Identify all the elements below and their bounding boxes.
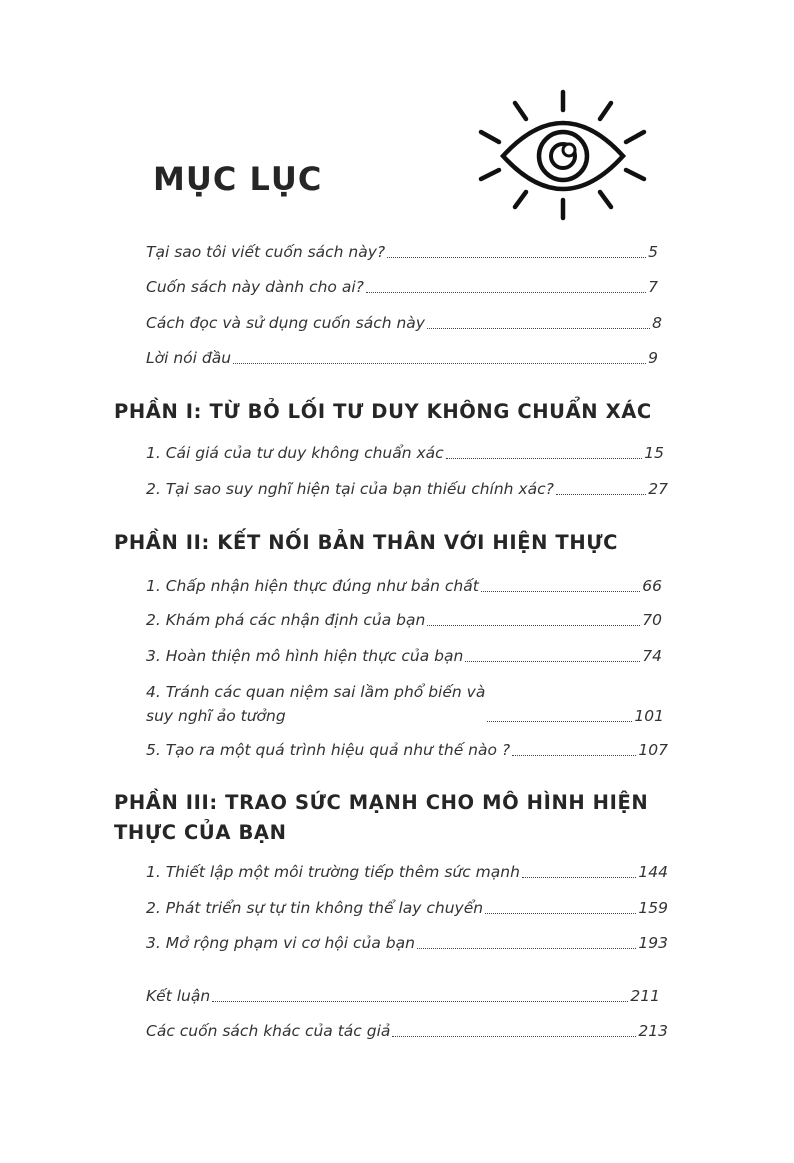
toc-entry-who-is-it-for[interactable] xyxy=(146,275,658,299)
leader-dots xyxy=(366,292,646,293)
toc-entry-title: 5. Tạo ra một quá trình hiệu quả như thế nào ? xyxy=(146,741,511,759)
toc-entry-title: 1. Chấp nhận hiện thực đúng như bản chất xyxy=(146,577,479,595)
toc-entry-page: 66 xyxy=(642,577,662,595)
toc-entry-page: 107 xyxy=(638,741,668,759)
toc-entry-title: 3. Mở rộng phạm vi cơ hội của bạn xyxy=(146,934,415,952)
leader-dots xyxy=(556,494,646,495)
toc-entry-title: Cuốn sách này dành cho ai? xyxy=(146,278,364,296)
leader-dots xyxy=(212,1001,628,1002)
toc-entry-other-books[interactable] xyxy=(146,1019,668,1043)
page-title: MỤC LỤC xyxy=(153,160,323,198)
toc-entry-title: 2. Tại sao suy nghĩ hiện tại của bạn thiếu chính xác? xyxy=(146,480,554,498)
toc-entry-conclusion[interactable] xyxy=(146,984,660,1008)
leader-dots xyxy=(392,1036,636,1037)
toc-entry-title: 2. Khám phá các nhận định của bạn xyxy=(146,611,426,629)
leader-dots xyxy=(427,328,650,329)
toc-entry-title-block xyxy=(146,680,485,728)
toc-entry-part3-ch2[interactable] xyxy=(146,896,668,920)
leader-dots xyxy=(485,913,636,914)
toc-entry-page: 193 xyxy=(638,934,668,952)
leader-dots xyxy=(522,877,636,878)
part-3-heading[interactable] xyxy=(114,788,648,848)
leader-dots xyxy=(487,721,632,722)
toc-entry-title-line1: 4. Tránh các quan niệm sai lầm phổ biến và xyxy=(146,683,486,701)
leader-dots xyxy=(417,948,636,949)
toc-entry-page: 7 xyxy=(648,278,658,296)
toc-entry-page: 27 xyxy=(648,480,668,498)
toc-entry-page: 144 xyxy=(638,863,668,881)
toc-entry-part2-ch5[interactable] xyxy=(146,738,668,762)
leader-dots xyxy=(465,661,640,662)
part-3-heading-line2: THỰC CỦA BẠN xyxy=(114,821,287,844)
toc-entry-title: Kết luận xyxy=(146,987,211,1005)
leader-dots xyxy=(233,363,646,364)
toc-entry-title: 1. Thiết lập một môi trường tiếp thêm sức mạnh xyxy=(146,863,520,881)
toc-entry-part2-ch3[interactable] xyxy=(146,644,662,668)
toc-entry-part3-ch3[interactable] xyxy=(146,931,668,955)
toc-entry-page: 70 xyxy=(642,611,662,629)
leader-dots xyxy=(446,458,643,459)
toc-entry-page: 213 xyxy=(638,1022,668,1040)
toc-entry-page: 8 xyxy=(652,314,662,332)
toc-entry-title: Cách đọc và sử dụng cuốn sách này xyxy=(146,314,425,332)
leader-dots xyxy=(387,257,646,258)
leader-dots xyxy=(427,625,640,626)
eye-sunburst-icon xyxy=(475,88,650,223)
toc-entry-part2-ch2[interactable] xyxy=(146,608,662,632)
toc-entry-page: 74 xyxy=(642,647,662,665)
toc-entry-page: 9 xyxy=(648,349,658,367)
toc-entry-part3-ch1[interactable] xyxy=(146,860,668,884)
toc-entry-page: 15 xyxy=(644,444,664,462)
toc-entry-title: 1. Cái giá của tư duy không chuẩn xác xyxy=(146,444,444,462)
toc-entry-preface[interactable] xyxy=(146,346,658,370)
part-1-heading[interactable]: PHẦN I: TỪ BỎ LỐI TƯ DUY KHÔNG CHUẨN XÁC xyxy=(114,400,652,423)
toc-entry-page: 5 xyxy=(648,243,658,261)
toc-entry-page: 211 xyxy=(630,987,660,1005)
toc-entry-why-i-wrote[interactable] xyxy=(146,240,658,264)
leader-dots xyxy=(481,591,640,592)
part-3-heading-line1: PHẦN III: TRAO SỨC MẠNH CHO MÔ HÌNH HIỆN xyxy=(114,791,649,814)
toc-entry-how-to-read[interactable] xyxy=(146,311,662,335)
toc-entry-title: 2. Phát triển sự tự tin không thể lay chuyển xyxy=(146,899,484,917)
toc-entry-part2-ch1[interactable] xyxy=(146,574,662,598)
toc-entry-title: Tại sao tôi viết cuốn sách này? xyxy=(146,243,386,261)
toc-entry-page: 101 xyxy=(634,707,664,725)
toc-entry-part1-ch1[interactable] xyxy=(146,441,664,465)
toc-entry-title-line2: suy nghĩ ảo tưởng xyxy=(146,707,286,725)
toc-entry-title: Các cuốn sách khác của tác giả xyxy=(146,1022,391,1040)
toc-entry-title: 3. Hoàn thiện mô hình hiện thực của bạn xyxy=(146,647,464,665)
leader-dots xyxy=(512,755,636,756)
toc-entry-part2-ch4[interactable] xyxy=(146,680,664,728)
toc-entry-title: Lời nói đầu xyxy=(146,349,232,367)
toc-entry-part1-ch2[interactable] xyxy=(146,477,668,501)
toc-entry-page: 159 xyxy=(638,899,668,917)
part-2-heading[interactable]: PHẦN II: KẾT NỐI BẢN THÂN VỚI HIỆN THỰC xyxy=(114,531,619,554)
